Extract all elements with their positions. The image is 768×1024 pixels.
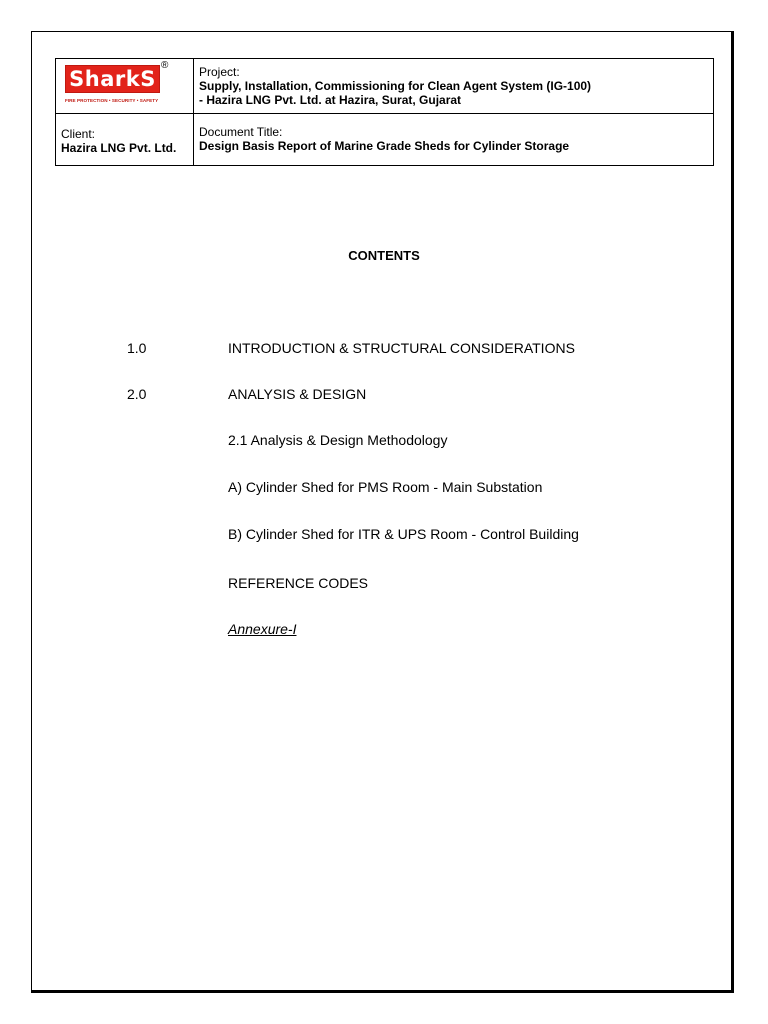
toc-item-annexure-link[interactable]: Annexure-I: [228, 621, 297, 637]
toc-item-shed-itr-ups-room: B) Cylinder Shed for ITR & UPS Room - Control Building: [228, 526, 579, 542]
logo-cell: [56, 59, 194, 114]
toc-item-shed-pms-room: A) Cylinder Shed for PMS Room - Main Substation: [228, 479, 543, 495]
logo-tagline: FIRE PROTECTION • SECURITY • SAFETY: [65, 98, 159, 103]
logo-badge: [65, 65, 160, 93]
document-header-table: [55, 58, 714, 166]
company-logo: [56, 59, 193, 113]
project-label: Project:: [199, 65, 240, 79]
document-title-label: Document Title:: [199, 125, 283, 139]
logo-brand-text: SharkS: [69, 66, 156, 91]
client-label: Client:: [61, 127, 96, 141]
project-cell: [194, 59, 714, 114]
client-cell: [56, 114, 194, 166]
client-name: Hazira LNG Pvt. Ltd.: [61, 141, 177, 155]
toc-item-introduction: INTRODUCTION & STRUCTURAL CONSIDERATIONS: [228, 340, 575, 356]
document-title-cell: [194, 114, 714, 166]
page-border: [31, 31, 734, 993]
toc-item-methodology: 2.1 Analysis & Design Methodology: [228, 432, 448, 448]
toc-item-reference-codes: REFERENCE CODES: [228, 575, 369, 591]
toc-number-1: 1.0: [127, 340, 147, 356]
toc-item-analysis-design: ANALYSIS & DESIGN: [228, 386, 367, 402]
contents-heading: CONTENTS: [348, 248, 420, 263]
registered-mark: ®: [161, 60, 169, 71]
document-title: Design Basis Report of Marine Grade Sheds for Cylinder Storage: [199, 139, 570, 153]
toc-number-2: 2.0: [127, 386, 147, 402]
project-title-line1: Supply, Installation, Commissioning for Clean Agent System (IG-100): [199, 79, 592, 93]
project-title-line2: - Hazira LNG Pvt. Ltd. at Hazira, Surat, Gujarat: [199, 93, 462, 107]
